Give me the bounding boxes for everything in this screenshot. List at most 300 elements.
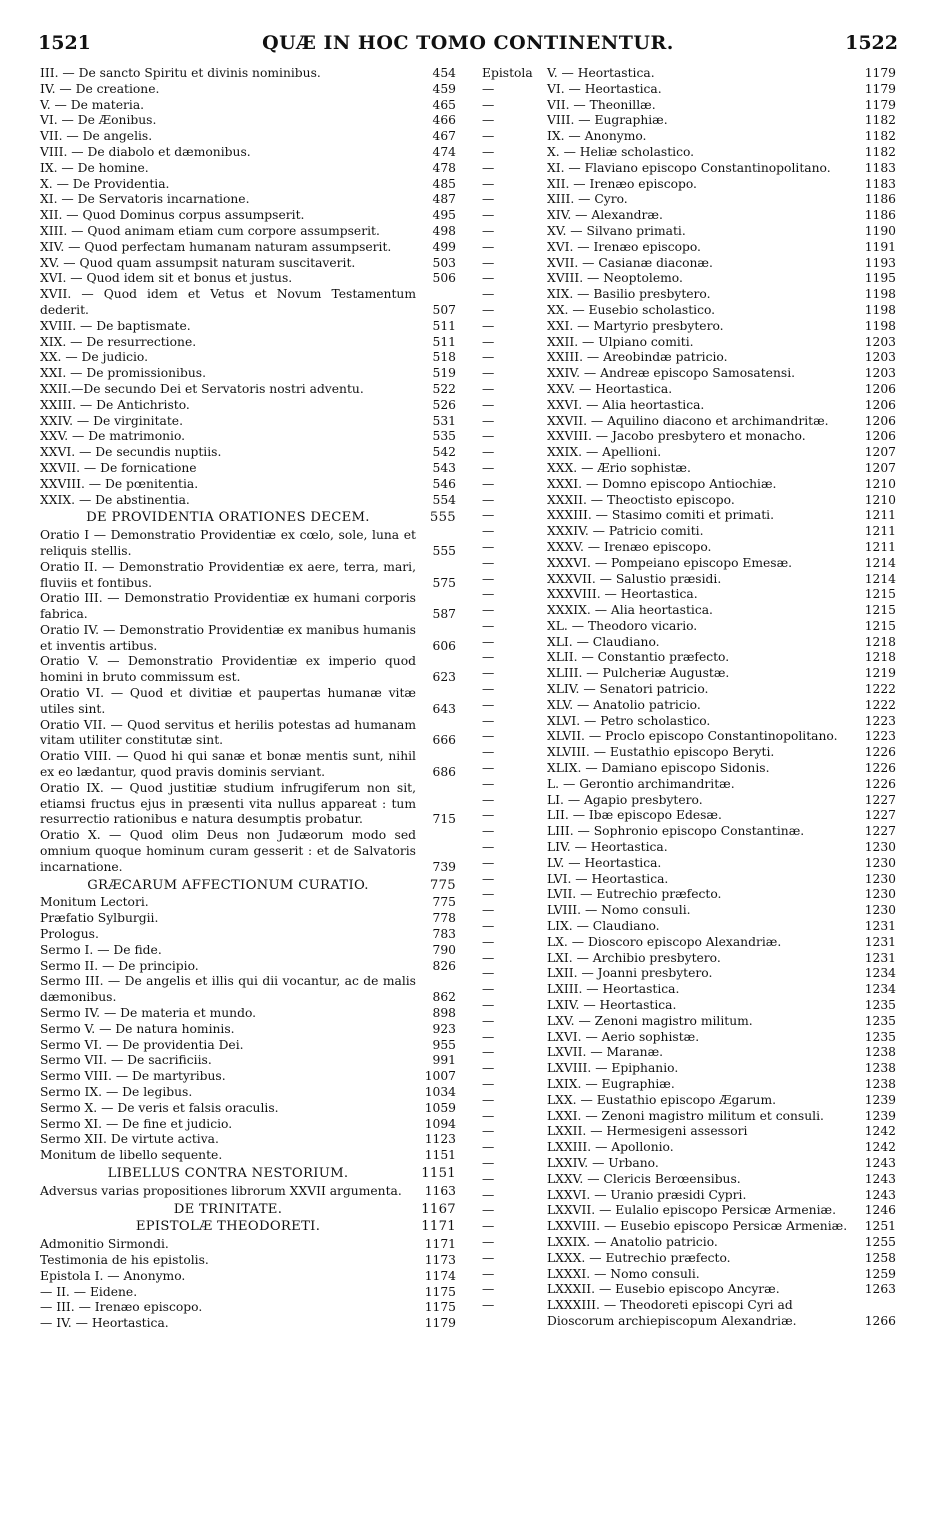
entry-title: V. — Heortastica. [547,66,655,80]
entry-page: 466 [432,113,456,128]
entry-marker: — [482,366,495,381]
entry-page: 1171 [424,1237,456,1252]
toc-entry [40,1053,456,1069]
entry-title: XV. — Silvano primati. [547,223,686,238]
entry-title: XIX. — De resurrectione. [40,334,197,349]
toc-entry [482,903,896,919]
entry-page: 1203 [864,366,896,381]
entry-marker: — [482,129,495,144]
toc-entry [482,445,896,461]
entry-title: — IV. — Heortastica. [40,1316,169,1331]
entry-title: XLVII. — Proclo episcopo Constantinopolitano. [547,729,838,744]
section-heading [40,510,456,526]
toc-entry [40,895,456,911]
toc-entry [40,1285,456,1301]
entry-title: Oratio II. — Demonstratio Providentiæ ex aere, terra, mari, fluviis et fontibus. [40,559,416,590]
entry-title: Oratio VII. — Quod servitus et herilis potestas ad humanam vitam utiliter constitutæ sint. [40,717,416,748]
entry-title: V. — De materia. [40,97,145,112]
entry-title: DE PROVIDENTIA ORATIONES DECEM. [86,510,370,526]
entry-title: VIII. — De diabolo et dæmonibus. [40,144,251,159]
entry-title: LXI. — Archibio presbytero. [547,950,721,965]
entry-title: XXXV. — Irenæo episcopo. [547,539,712,554]
entry-page: 1183 [864,160,896,175]
entry-title: GRÆCARUM AFFECTIONUM CURATIO. [87,877,369,893]
entry-page: 1238 [864,1045,896,1060]
entry-title: XXVII. — De fornicatione [40,460,197,475]
entry-marker: — [482,587,495,602]
toc-entry [482,603,896,619]
entry-title: XXIV. — Andreæ episcopo Samosatensi. [547,366,796,381]
toc-entry [40,1253,456,1269]
entry-title: Testimonia de his epistolis. [40,1252,209,1267]
entry-title: XXI. — De promissionibus. [40,366,207,381]
entry-title: LXIX. — Eugraphiæ. [547,1077,675,1091]
toc-entry [40,145,456,161]
entry-page: 1218 [864,650,896,665]
toc-entry [40,1237,456,1253]
entry-page: 955 [432,1037,456,1052]
entry-title: XXIX. — Apellioni. [547,445,662,460]
entry-page: 503 [432,255,456,270]
entry-page: 1223 [864,729,896,744]
entry-title: — III. — Irenæo episcopo. [40,1300,203,1315]
entry-page: 1226 [864,761,896,776]
entry-title: Sermo II. — De principio. [40,958,199,973]
entry-page: 1222 [864,682,896,697]
entry-marker: — [482,618,495,633]
entry-title: XVI. — Quod idem sit et bonus et justus. [40,271,293,286]
entry-marker: — [482,1124,495,1139]
entry-page: 546 [432,476,456,491]
toc-entry [482,98,896,114]
entry-title: LIBELLUS CONTRA NESTORIUM. [107,1165,349,1181]
section-heading [40,1219,456,1235]
entry-title: XXVIII. — Jacobo presbytero et monacho. [547,429,806,444]
entry-marker: — [482,634,495,649]
toc-entry [40,828,456,875]
entry-page: 1123 [424,1132,456,1147]
entry-page: 467 [432,129,456,144]
entry-page: 511 [432,334,456,349]
entry-page: 1167 [421,1201,456,1217]
entry-marker: — [482,713,495,728]
entry-title: LXIII. — Heortastica. [547,982,680,997]
entry-title: LXXIV. — Urbano. [547,1155,659,1170]
entry-page: 826 [432,958,456,973]
toc-entry [482,177,896,193]
entry-marker: — [482,208,495,223]
entry-page: 1235 [864,1029,896,1044]
entry-page: 1230 [864,871,896,886]
entry-title: XXIX. — De abstinentia. [40,492,190,507]
entry-title: Adversus varias propositiones librorum XXVII argumenta. [40,1183,402,1198]
entry-page: 1215 [864,587,896,602]
entry-page: 555 [429,510,456,526]
entry-page: 1243 [864,1155,896,1170]
entry-marker: — [482,397,495,412]
entry-title: X. — Heliæ scholastico. [547,144,695,159]
entry-marker: — [482,176,495,191]
entry-title: Sermo XII. De virtute activa. [40,1132,219,1147]
page-number-left: 1521 [38,32,91,54]
entry-page: 1211 [864,508,896,523]
entry-title: — II. — Eidene. [40,1284,138,1299]
entry-marker: — [482,492,495,507]
entry-page: 526 [432,397,456,412]
entry-title: XXVII. — Aquilino diacono et archimandritæ. [547,413,829,428]
toc-entry [40,208,456,224]
toc-entry [482,998,896,1014]
toc-entry [40,560,456,592]
entry-page: 1207 [864,445,896,460]
entry-page: 1182 [864,144,896,159]
entry-title: Oratio V. — Demonstratio Providentiæ ex imperio quod homini in bruto commissum est. [40,654,416,685]
toc-entry [482,1045,896,1061]
entry-title: LIX. — Claudiano. [547,919,660,934]
entry-marker: — [482,840,495,855]
entry-marker: — [482,761,495,776]
entry-title: Oratio IX. — Quod justitiæ studium infrugiferum non sit, etiamsi fructus ejus in præsenti vita nullus appareat : tum resurrectio rationibus e natura desumptis probatur. [40,780,416,827]
toc-entry [40,1132,456,1148]
entry-title: XLIX. — Damiano episcopo Sidonis. [547,761,770,776]
toc-entry [40,287,456,319]
entry-title: LIV. — Heortastica. [547,840,668,855]
toc-entry [482,919,896,935]
entry-page: 1234 [864,966,896,981]
toc-entry [40,959,456,975]
entry-title: XLII. — Constantio præfecto. [547,650,730,665]
entry-page: 1206 [864,429,896,444]
entry-page: 1226 [864,776,896,791]
toc-entry [482,1188,896,1204]
entry-title: Monitum de libello sequente. [40,1148,223,1163]
toc-entry [482,335,896,351]
entry-marker: — [482,524,495,539]
entry-marker: — [482,476,495,491]
entry-page: 1242 [864,1140,896,1155]
entry-page: 1214 [864,555,896,570]
entry-page: 1230 [864,855,896,870]
entry-title: LVII. — Eutrechio præfecto. [547,887,722,902]
entry-title: Sermo XI. — De fine et judicio. [40,1116,233,1131]
entry-title: LXXV. — Clericis Berœensibus. [547,1171,741,1186]
entry-title: X. — De Providentia. [40,176,170,191]
toc-entry [40,1148,456,1164]
entry-title: XLIII. — Pulcheriæ Augustæ. [547,666,730,681]
entry-title: XL. — Theodoro vicario. [547,618,698,633]
entry-page: 1034 [424,1085,456,1099]
entry-page: 1171 [421,1219,456,1235]
entry-marker: — [482,1219,495,1234]
entry-title: EPISTOLÆ THEODORETI. [135,1219,321,1235]
entry-page: 1198 [864,302,896,317]
entry-marker: — [482,1234,495,1249]
entry-page: 555 [432,543,456,558]
entry-page: 1198 [864,318,896,333]
entry-page: 1234 [864,982,896,997]
toc-entry [482,540,896,556]
entry-marker: — [482,1077,495,1091]
entry-title: VI. — Heortastica. [547,81,662,96]
entry-page: 1242 [864,1124,896,1139]
entry-page: 606 [432,638,456,653]
entry-page: 1198 [864,287,896,302]
entry-title: DE TRINITATE. [173,1201,283,1217]
entry-marker: — [482,1171,495,1186]
entry-title: XIII. — Quod animam etiam cum corpore assumpserit. [40,223,380,238]
entry-page: 459 [432,81,456,96]
entry-page: 1230 [864,887,896,902]
entry-page: 1266 [864,1313,896,1328]
entry-page: 485 [432,176,456,191]
entry-title: Sermo VII. — De sacrificiis. [40,1053,212,1068]
entry-page: 1214 [864,571,896,586]
entry-page: 1235 [864,1013,896,1028]
entry-page: 1227 [864,792,896,807]
entry-page: 1191 [864,239,896,254]
entry-marker: — [482,350,495,365]
entry-page: 478 [432,160,456,175]
entry-page: 923 [432,1021,456,1036]
entry-page: 862 [432,990,456,1005]
toc-entry [482,619,896,635]
entry-page: 1207 [864,460,896,475]
entry-title: Admonitio Sirmondi. [40,1237,169,1252]
entry-page: 1179 [864,81,896,96]
entry-title: Oratio IV. — Demonstratio Providentiæ ex manibus humanis et inventis artibus. [40,622,416,653]
entry-page: 1231 [864,919,896,934]
entry-marker: — [482,950,495,965]
toc-entry [40,528,456,560]
toc-entry [40,591,456,623]
toc-entry [482,650,896,666]
toc-entry [40,1300,456,1316]
entry-marker: — [482,934,495,949]
entry-page: 518 [432,350,456,365]
entry-page: 623 [432,670,456,685]
toc-entry [482,872,896,888]
entry-page: 507 [432,302,456,317]
entry-page: 1193 [864,255,896,270]
toc-entry [482,824,896,840]
entry-marker: — [482,555,495,570]
entry-title: XXVI. — De secundis nuptiis. [40,445,222,460]
toc-entry [482,635,896,651]
toc-entry [40,398,456,414]
entry-page: 1211 [864,539,896,554]
entry-title: Sermo X. — De veris et falsis oraculis. [40,1100,279,1115]
entry-marker: — [482,97,495,112]
entry-title: XX. — De judicio. [40,350,149,365]
toc-entry [40,623,456,655]
entry-title: XLI. — Claudiano. [547,634,660,649]
entry-title: Oratio III. — Demonstratio Providentiæ ex humani corporis fabrica. [40,591,416,622]
entry-marker: — [482,113,495,128]
entry-title: LV. — Heortastica. [547,855,662,870]
entry-page: 474 [432,144,456,159]
toc-entry [40,382,456,398]
toc-entry [40,927,456,943]
toc-entry [482,145,896,161]
entry-title: XXI. — Martyrio presbytero. [547,318,724,333]
toc-entry [40,1117,456,1133]
toc-entry [482,761,896,777]
entry-marker: — [482,255,495,270]
entry-page: 1243 [864,1171,896,1186]
entry-marker: — [482,144,495,159]
entry-page: 587 [432,607,456,622]
entry-title: Oratio VI. — Quod et divitiæ et paupertas humanæ vitæ utiles sint. [40,686,416,716]
entry-page: 542 [432,445,456,460]
entry-marker: — [482,160,495,175]
toc-entry [482,1282,896,1298]
toc-entry [40,1006,456,1022]
entry-page: 1173 [424,1252,456,1267]
toc-entry [40,192,456,208]
toc-entry [482,1203,896,1219]
entry-page: 1255 [864,1234,896,1249]
entry-marker: — [482,508,495,523]
entry-marker: — [482,1045,495,1060]
entry-title: XXV. — Heortastica. [547,381,673,396]
entry-page: 1230 [864,840,896,855]
entry-title: XXXVIII. — Heortastica. [547,587,698,602]
toc-entry [482,1093,896,1109]
toc-entry [482,508,896,524]
entry-page: 1215 [864,618,896,633]
toc-entry [40,1316,456,1332]
entry-marker: — [482,729,495,744]
toc-entry [40,493,456,509]
toc-entry [40,943,456,959]
entry-marker: — [482,1266,495,1281]
entry-title: XV. — Quod quam assumpsit naturam suscitaverit. [40,255,356,270]
entry-marker: — [482,429,495,444]
entry-marker: — [482,539,495,554]
entry-page: 643 [432,701,456,716]
entry-page: 531 [432,413,456,428]
entry-title: XVII. — Casianæ diaconæ. [547,255,713,270]
toc-entry [482,66,896,82]
entry-marker: — [482,855,495,870]
entry-page: 1227 [864,824,896,839]
entry-page: 1258 [864,1250,896,1265]
entry-title: LX. — Dioscoro episcopo Alexandriæ. [547,934,782,949]
entry-page: 499 [432,239,456,254]
entry-marker: — [482,1282,495,1297]
entry-title: XVII. — Quod idem et Vetus et Novum Testamentum dederit. [40,287,416,317]
entry-marker: — [482,887,495,902]
entry-title: Sermo VI. — De providentia Dei. [40,1037,244,1052]
toc-entry [40,414,456,430]
entry-title: XVIII. — Neoptolemo. [547,271,683,286]
entry-title: XI. — De Servatoris incarnatione. [40,192,250,207]
entry-title: IX. — De homine. [40,160,149,175]
entry-page: 1186 [864,208,896,223]
entry-marker: — [482,1013,495,1028]
entry-marker: — [482,302,495,317]
entry-page: 1259 [864,1266,896,1281]
toc-entry [482,1124,896,1140]
toc-entry [482,777,896,793]
entry-page: 1238 [864,1061,896,1076]
entry-marker: — [482,1108,495,1123]
entry-page: 1186 [864,192,896,207]
toc-entry [482,1235,896,1251]
entry-title: Prologus. [40,927,99,942]
toc-entry [482,1061,896,1077]
entry-page: 1203 [864,334,896,349]
entry-page: 790 [432,942,456,957]
entry-page: 1219 [864,666,896,681]
entry-title: LXX. — Eustathio episcopo Ægarum. [547,1092,777,1107]
toc-entry [482,587,896,603]
entry-marker: — [482,776,495,791]
entry-title: VIII. — Eugraphiæ. [547,113,668,128]
entry-title: LXII. — Joanni presbytero. [547,966,713,981]
entry-title: XXIV. — De virginitate. [40,413,183,428]
entry-page: 1094 [424,1116,456,1131]
toc-entry [482,887,896,903]
toc-entry [40,1269,456,1285]
toc-entry [482,287,896,303]
page-number-right: 1522 [845,32,898,54]
toc-entry [40,366,456,382]
toc-entry [482,240,896,256]
entry-title: LXVII. — Maranæ. [547,1045,664,1060]
toc-entry [482,461,896,477]
toc-entry [482,1219,896,1235]
entry-title: Oratio VIII. — Quod hi qui sanæ et bonæ mentis sunt, nihil ex eo lædantur, quod pravis dominis serviant. [40,749,416,780]
entry-marker: — [482,792,495,807]
entry-page: 1175 [424,1300,456,1315]
entry-page: 686 [432,765,456,780]
toc-entry [40,1038,456,1054]
left-column [40,66,456,1332]
entry-page: 1218 [864,634,896,649]
entry-marker: — [482,1029,495,1044]
entry-page: 575 [432,575,456,590]
entry-title: XIV. — Alexandræ. [547,208,663,223]
toc-entry [482,271,896,287]
toc-entry [482,808,896,824]
entry-title: XIX. — Basilio presbytero. [547,287,711,302]
entry-page: 1251 [864,1219,896,1234]
entry-title: LXVIII. — Epiphanio. [547,1061,679,1076]
entry-title: XXVI. — Alia heortastica. [547,397,705,412]
entry-title: LXXIX. — Anatolio patricio. [547,1234,718,1249]
entry-marker: — [482,919,495,934]
entry-marker: — [482,413,495,428]
entry-page: 898 [432,1006,456,1021]
page-header [38,32,898,58]
entry-page: 1175 [424,1284,456,1299]
entry-marker: — [482,81,495,96]
entry-marker: — [482,460,495,475]
entry-page: 519 [432,366,456,381]
entry-page: 715 [432,812,456,827]
entry-title: LXXXII. — Eusebio episcopo Ancyræ. [547,1282,780,1297]
entry-page: 1182 [864,113,896,128]
entry-marker: Epistola [482,66,533,80]
entry-page: 1151 [421,1165,456,1181]
entry-page: 1238 [864,1077,896,1091]
entry-title: LXXVIII. — Eusebio episcopo Persicæ Armeniæ. [547,1219,848,1234]
toc-entry [40,66,456,82]
toc-entry [482,745,896,761]
toc-entry [482,350,896,366]
entry-title: VI. — De Æonibus. [40,113,157,128]
